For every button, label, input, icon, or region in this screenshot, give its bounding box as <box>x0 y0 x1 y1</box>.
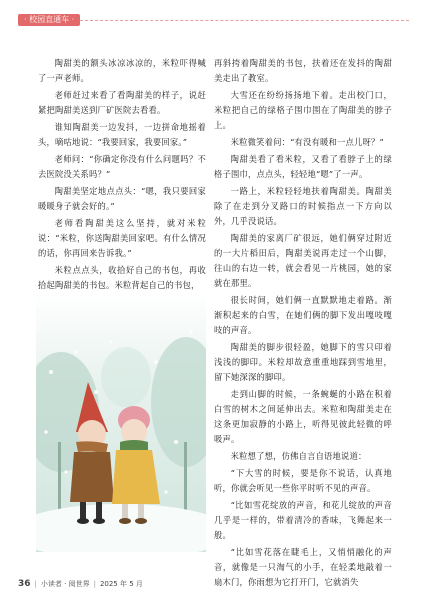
paragraph: 再斜挎着陶甜美的书包，扶着还在发抖的陶甜美走出了教室。 <box>214 58 392 83</box>
paragraph: 米粒微笑着问：“有没有暖和一点儿呀？” <box>230 137 384 147</box>
page-header <box>18 10 409 30</box>
paragraph: 老师看陶甜美这么坚持，就对米粒说：“米粒，你送陶甜美回家吧。有什么情况的话，你再回来告诉我。” <box>38 218 206 258</box>
footer-separator: | <box>93 580 96 588</box>
paragraph: 陶甜美看了看米粒，又看了看脖子上的绿格子围巾，点点头，轻轻地“嗯”了一声。 <box>214 154 392 179</box>
left-text-column <box>38 56 206 295</box>
paragraph: 走到山脚的时候，一条蜿蜒的小路在积着白雪的树木之间延伸出去。米粒和陶甜美走在这条更加寂静的小路上，听得见彼此轻微的呼吸声。 <box>214 389 392 444</box>
girls-in-snow-illustration <box>36 292 206 552</box>
right-text-column <box>214 56 392 592</box>
paragraph: 陶甜美坚定地点点头：“嗯，我只要回家暖暖身子就会好的。” <box>38 186 206 211</box>
paragraph: 陶甜美的家离厂矿很远，她们俩穿过附近的一大片稻田后，陶甜美说再走过一个山脚，往山的右边一转，就会看见一片桃园，她的家就在那里。 <box>214 233 392 288</box>
paragraph: 谁知陶甜美一边发抖，一边拼命地摇着头，嘀咕地说：“我要回家，我要回家。” <box>38 122 206 147</box>
page-footer <box>18 578 143 590</box>
magazine-name: 小读者 · 阅世界 <box>40 580 90 588</box>
paragraph: “比如雪花绽放的声音，和花儿绽放的声音几乎是一样的，带着清冷的香味，飞舞起来一般。 <box>214 500 392 540</box>
paragraph: 大雪还在纷纷扬扬地下着。走出校门口，米粒把自己的绿格子围巾围在了陶甜美的脖子上。 <box>214 90 392 130</box>
page-number: 36 <box>18 579 31 589</box>
footer-separator: | <box>34 580 37 588</box>
paragraph: 很长时间，她们俩一直默默地走着路。渐渐积起来的白雪，在她们俩的脚下发出嘎吱嘎吱的声音。 <box>214 295 392 335</box>
paragraph: 一路上，米粒轻轻地扶着陶甜美。陶甜美除了在走到分叉路口的时候指点一下方向以外，几乎没说话。 <box>214 186 392 226</box>
header-divider <box>80 20 409 21</box>
paragraph: 米粒想了想，仿佛自言自语地说道： <box>230 451 367 461</box>
paragraph: 老师问：“你确定你没有什么问题吗？不去医院没关系吗？” <box>38 154 206 179</box>
paragraph: “下大雪的时候，要是你不说话，认真地听，你就会听见一些你平时听不见的声音。 <box>214 468 392 493</box>
paragraph: “比如雪花落在睫毛上，又悄悄融化的声音，就像是一只淘气的小手，在轻柔地敲着一扇木门，你雨想为它打开门，它就消失 <box>214 547 392 587</box>
paragraph: 陶甜美的额头冰凉冰凉的，米粒吓得喊了一声老师。 <box>38 58 206 83</box>
paragraph: 老师赶过来看了看陶甜美的样子，说赶紧把陶甜美送到厂矿医院去看看。 <box>38 90 206 115</box>
issue-date: 2025 年 5 月 <box>99 580 143 588</box>
paragraph: 陶甜美的脚步很轻盈，她脚下的雪只印着浅浅的脚印。米粒却故意重重地踩到雪地里，留下她深深的脚印。 <box>214 342 392 382</box>
paragraph: 米粒点点头，收拾好自己的书包，再收拾起陶甜美的书包。米粒背起自己的书包， <box>38 265 206 290</box>
story-illustration <box>36 292 206 552</box>
column-tag: · 校园直通车 · <box>18 14 80 26</box>
